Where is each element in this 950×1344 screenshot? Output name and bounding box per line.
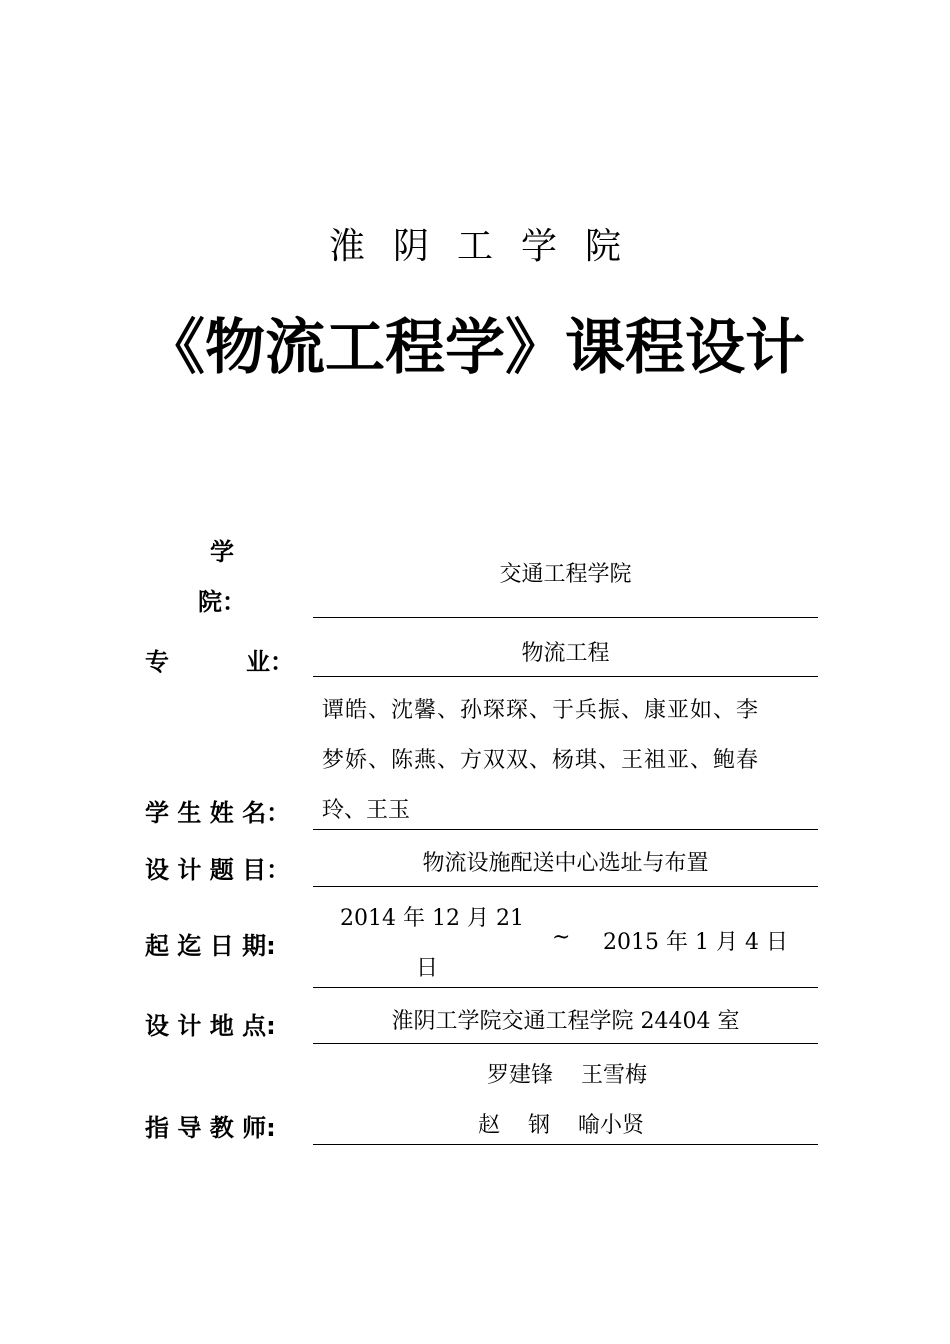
students-line2: 梦娇、陈燕、方双双、杨琪、王祖亚、鲍春: [322, 748, 760, 773]
location-value: 淮阴工学院交通工程学院 24404 室: [391, 1009, 740, 1034]
college-label-line2: 院：: [198, 588, 246, 616]
dates-start-line2: 日: [416, 956, 439, 981]
location-label: 设 计 地 点:: [145, 1012, 276, 1040]
dates-underline: [313, 987, 818, 988]
advisors-label: 指 导 教 师:: [145, 1114, 276, 1142]
students-label: 学 生 姓 名：: [145, 799, 291, 827]
students-line3: 玲、王玉: [322, 798, 411, 823]
college-value: 交通工程学院: [499, 562, 632, 587]
location-underline: [313, 1043, 818, 1044]
advisors-line2: 赵 钢 喻小贤: [478, 1113, 644, 1138]
topic-underline: [313, 886, 818, 887]
advisors-underline: [313, 1144, 818, 1145]
major-underline: [313, 676, 818, 677]
topic-label: 设 计 题 目：: [145, 856, 291, 884]
major-label-left: 专: [145, 648, 169, 676]
students-line1: 谭皓、沈馨、孙琛琛、于兵振、康亚如、李: [322, 698, 760, 723]
school-name: 淮阴工学院: [328, 226, 649, 267]
students-underline: [313, 829, 818, 830]
college-label-line1: 学: [210, 538, 234, 566]
dates-end: 2015 年 1 月 4 日: [603, 930, 788, 955]
college-underline: [313, 617, 818, 618]
advisors-line1: 罗建锋 王雪梅: [487, 1063, 647, 1088]
dates-start-line1: 2014 年 12 月 21: [340, 906, 524, 931]
topic-value: 物流设施配送中心选址与布置: [422, 851, 709, 876]
major-value: 物流工程: [521, 641, 610, 666]
dates-label: 起 迄 日 期:: [145, 932, 276, 960]
dates-tilde: ~: [552, 925, 571, 950]
page-title: 《物流工程学》课程设计: [145, 313, 805, 383]
major-label-right: 业：: [246, 648, 294, 676]
